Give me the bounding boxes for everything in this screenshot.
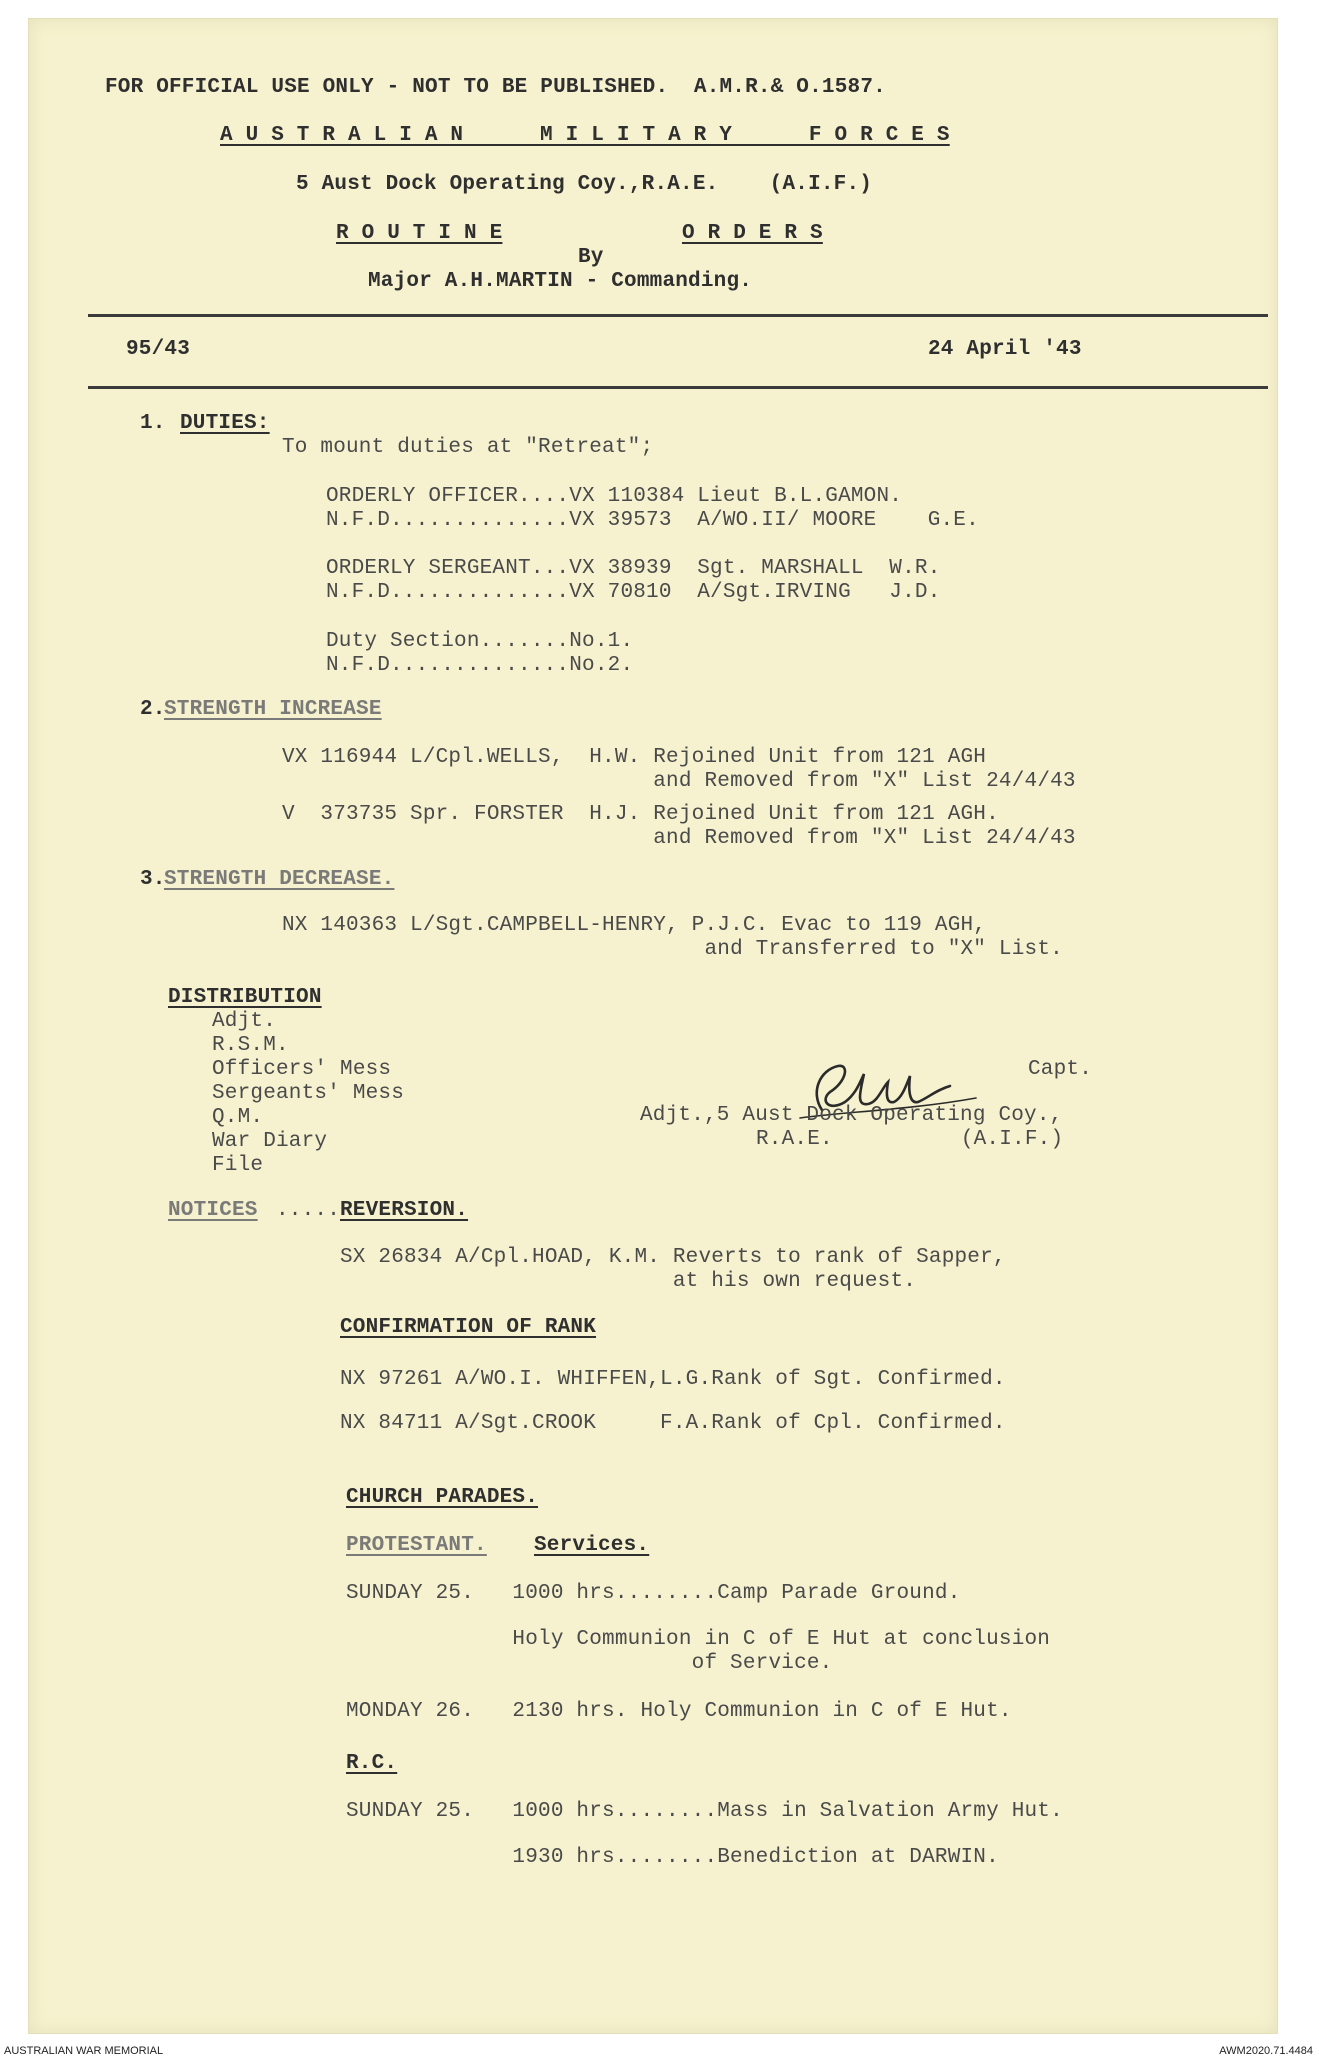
protestant-heading: PROTESTANT. [346, 1534, 487, 1557]
unit-name: 5 Aust Dock Operating Coy.,R.A.E. (A.I.F.) [296, 173, 873, 196]
order-date: 24 April '43 [928, 338, 1082, 361]
classification-line: FOR OFFICIAL USE ONLY - NOT TO BE PUBLISHED. A.M.R.& O.1587. [105, 76, 886, 99]
protestant-line: MONDAY 26. 2130 hrs. Holy Communion in C of E Hut. [346, 1700, 1012, 1723]
duty-line: N.F.D..............VX 39573 A/WO.II/ MOORE G.E. [326, 509, 979, 532]
duties-intro: To mount duties at "Retreat"; [282, 436, 654, 459]
routine-title: R O U T I N E [336, 222, 503, 245]
distribution-item: Q.M. [212, 1106, 264, 1129]
distribution-item: Adjt. [212, 1010, 277, 1033]
protestant-line: Holy Communion in C of E Hut at conclusion [346, 1628, 1051, 1651]
increase-line: and Removed from "X" List 24/4/43 [282, 827, 1076, 850]
duty-line: Duty Section.......No.1. [326, 630, 634, 653]
notices-heading: NOTICES [168, 1199, 258, 1222]
distribution-item: Sergeants' Mess [212, 1082, 405, 1105]
forces-title: A U S T R A L I A N M I L I T A R Y F O R C E S [220, 124, 950, 147]
footer-accession: AWM2020.71.4484 [1219, 2045, 1313, 2057]
distribution-item: File [212, 1154, 264, 1177]
duties-number: 1. [140, 412, 166, 435]
footer-source: AUSTRALIAN WAR MEMORIAL [4, 2045, 164, 2057]
rc-line: 1930 hrs........Benediction at DARWIN. [346, 1846, 999, 1869]
order-number: 95/43 [126, 338, 191, 361]
duty-line: N.F.D..............No.2. [326, 654, 634, 677]
by-label: By [578, 246, 604, 269]
distribution-item: War Diary [212, 1130, 328, 1153]
increase-line: V 373735 Spr. FORSTER H.J. Rejoined Unit from 121 AGH. [282, 803, 999, 826]
reversion-heading: REVERSION. [340, 1199, 469, 1222]
decrease-line: NX 140363 L/Sgt.CAMPBELL-HENRY, P.J.C. Evac to 119 AGH, [282, 914, 987, 937]
signature-line-2: R.A.E. (A.I.F.) [756, 1128, 1064, 1151]
signature-rank: Capt. [1028, 1058, 1093, 1081]
services-label: Services. [534, 1534, 650, 1557]
notices-dots: ..... [276, 1199, 341, 1222]
signature-line-1: Adjt.,5 Aust Dock Operating Coy., [640, 1104, 1063, 1127]
header-rule-bottom [88, 386, 1268, 389]
duty-line: N.F.D..............VX 70810 A/Sgt.IRVING J.D. [326, 581, 941, 604]
increase-line: and Removed from "X" List 24/4/43 [282, 770, 1076, 793]
decrease-number: 3. [140, 868, 166, 891]
distribution-item: Officers' Mess [212, 1058, 392, 1081]
protestant-line: of Service. [346, 1652, 833, 1675]
confirmation-heading: CONFIRMATION OF RANK [340, 1316, 597, 1339]
protestant-line: SUNDAY 25. 1000 hrs........Camp Parade Ground. [346, 1582, 961, 1605]
duty-line: ORDERLY SERGEANT...VX 38939 Sgt. MARSHALL W.R. [326, 557, 941, 580]
distribution-heading: DISTRIBUTION [168, 986, 322, 1009]
duties-heading: DUTIES: [180, 412, 270, 435]
confirmation-line: NX 84711 A/Sgt.CROOK F.A.Rank of Cpl. Confirmed. [340, 1412, 1006, 1435]
confirmation-line: NX 97261 A/WO.I. WHIFFEN,L.G.Rank of Sgt. Confirmed. [340, 1368, 1006, 1391]
commander-line: Major A.H.MARTIN - Commanding. [368, 270, 753, 293]
header-rule-top [88, 314, 1268, 317]
reversion-line: SX 26834 A/Cpl.HOAD, K.M. Reverts to rank of Sapper, [340, 1246, 1006, 1269]
distribution-item: R.S.M. [212, 1034, 289, 1057]
increase-heading: STRENGTH INCREASE [164, 698, 382, 721]
duty-line: ORDERLY OFFICER....VX 110384 Lieut B.L.GAMON. [326, 485, 903, 508]
rc-line: SUNDAY 25. 1000 hrs........Mass in Salvation Army Hut. [346, 1800, 1063, 1823]
orders-title: O R D E R S [682, 222, 823, 245]
rc-heading: R.C. [346, 1752, 398, 1775]
decrease-line: and Transferred to "X" List. [282, 938, 1063, 961]
increase-line: VX 116944 L/Cpl.WELLS, H.W. Rejoined Unit from 121 AGH [282, 746, 987, 769]
church-parades-heading: CHURCH PARADES. [346, 1486, 539, 1509]
reversion-line: at his own request. [340, 1270, 917, 1293]
decrease-heading: STRENGTH DECREASE. [164, 868, 395, 891]
increase-number: 2. [140, 698, 166, 721]
